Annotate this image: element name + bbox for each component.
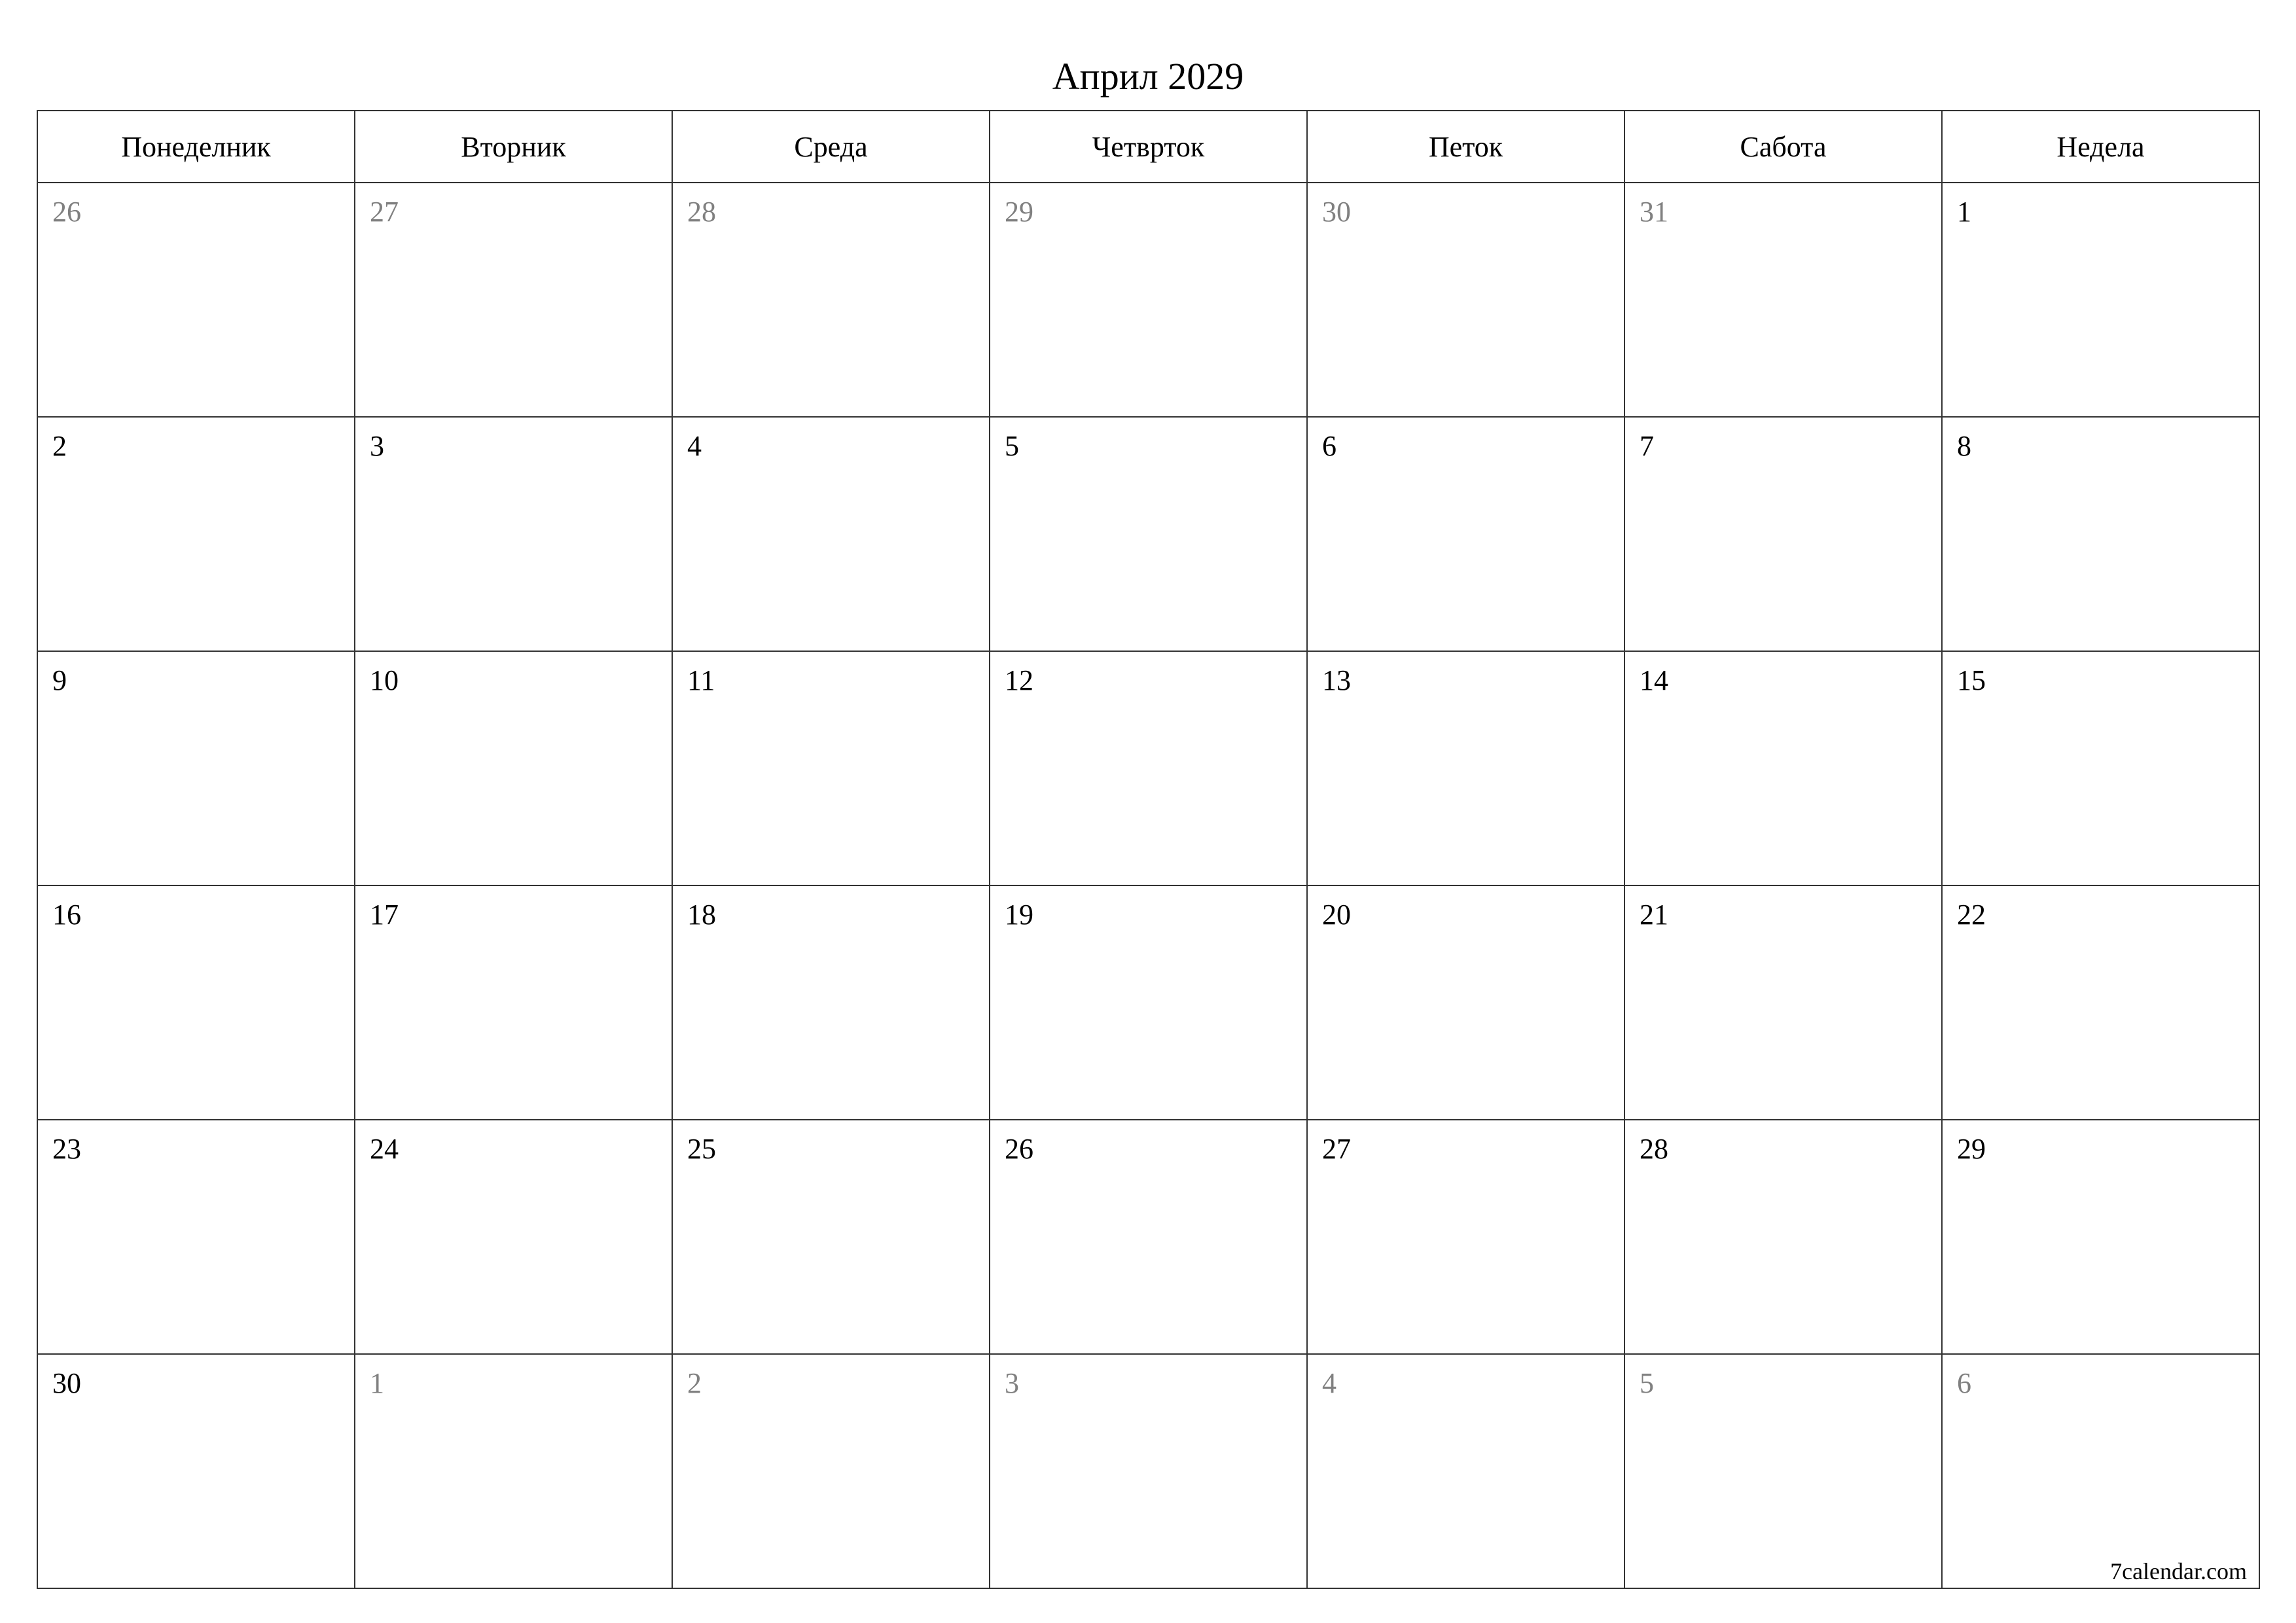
day-cell [1942,885,2259,1120]
day-cell [990,417,1307,651]
day-number: 28 [1640,1133,1668,1165]
day-number: 6 [1957,1367,1971,1399]
day-cell [37,1354,355,1588]
day-cell [1307,651,1624,885]
day-cell [1307,417,1624,651]
day-cell [1624,651,1942,885]
week-row-5 [37,1120,2259,1354]
day-cell [1307,183,1624,417]
day-number: 1 [370,1367,384,1399]
week-row-1 [37,183,2259,417]
day-number: 31 [1640,196,1668,228]
day-number: 13 [1322,664,1351,696]
day-number: 20 [1322,899,1351,931]
day-number: 28 [687,196,716,228]
day-number: 8 [1957,430,1971,462]
day-cell [355,1120,672,1354]
day-number: 4 [1322,1367,1336,1399]
day-cell [355,1354,672,1588]
day-cell [672,183,990,417]
day-number: 27 [370,196,399,228]
day-number: 30 [52,1367,81,1399]
week-row-6 [37,1354,2259,1588]
day-number: 4 [687,430,702,462]
day-number: 27 [1322,1133,1351,1165]
day-number: 29 [1957,1133,1986,1165]
day-cell [990,1120,1307,1354]
day-number: 11 [687,664,715,696]
day-cell [37,417,355,651]
day-cell [990,183,1307,417]
day-cell [355,885,672,1120]
day-number: 30 [1322,196,1351,228]
day-number: 25 [687,1133,716,1165]
day-number: 10 [370,664,399,696]
day-cell [672,651,990,885]
weekday-saturday: Сабота [1624,111,1942,183]
calendar-title: Април 2029 [1052,55,1244,98]
day-cell [990,651,1307,885]
day-cell [1307,885,1624,1120]
day-cell [355,651,672,885]
day-number: 29 [1005,196,1033,228]
day-number: 5 [1005,430,1019,462]
day-cell [1942,1354,2259,1588]
day-number: 9 [52,664,67,696]
day-number: 14 [1640,664,1668,696]
week-row-2 [37,417,2259,651]
day-cell [1307,1354,1624,1588]
day-number: 16 [52,899,81,931]
day-cell [1624,1354,1942,1588]
day-number: 23 [52,1133,81,1165]
day-number: 3 [1005,1367,1019,1399]
day-number: 6 [1322,430,1336,462]
day-number: 15 [1957,664,1986,696]
day-number: 18 [687,899,716,931]
day-number: 26 [1005,1133,1033,1165]
weekday-thursday: Четврток [990,111,1307,183]
week-row-3 [37,651,2259,885]
day-number: 1 [1957,196,1971,228]
site-link[interactable]: 7calendar.com [2110,1558,2247,1584]
day-number: 26 [52,196,81,228]
day-cell [1942,417,2259,651]
day-cell [1624,417,1942,651]
day-number: 24 [370,1133,399,1165]
day-cell [37,885,355,1120]
day-number: 17 [370,899,399,931]
day-cell [355,183,672,417]
day-number: 3 [370,430,384,462]
calendar-grid [37,110,2260,1589]
day-number: 12 [1005,664,1033,696]
day-cell [355,417,672,651]
day-cell [672,1354,990,1588]
day-cell [672,885,990,1120]
day-number: 2 [52,430,67,462]
day-cell [37,651,355,885]
day-number: 5 [1640,1367,1654,1399]
day-cell [37,1120,355,1354]
day-cell [1942,183,2259,417]
day-cell [37,183,355,417]
weekday-header-row [37,111,2259,183]
day-number: 21 [1640,899,1668,931]
day-cell [1942,651,2259,885]
day-number: 7 [1640,430,1654,462]
weekday-wednesday: Среда [672,111,990,183]
day-cell [990,885,1307,1120]
day-cell [1624,885,1942,1120]
day-number: 22 [1957,899,1986,931]
day-cell [990,1354,1307,1588]
day-cell [1624,1120,1942,1354]
weekday-monday: Понеделник [37,111,355,183]
week-row-4 [37,885,2259,1120]
weekday-friday: Петок [1307,111,1624,183]
day-cell [1942,1120,2259,1354]
day-cell [1624,183,1942,417]
day-cell [672,417,990,651]
day-cell [672,1120,990,1354]
weekday-tuesday: Вторник [355,111,672,183]
day-number: 2 [687,1367,702,1399]
day-number: 19 [1005,899,1033,931]
day-cell [1307,1120,1624,1354]
weekday-sunday: Недела [1942,111,2259,183]
